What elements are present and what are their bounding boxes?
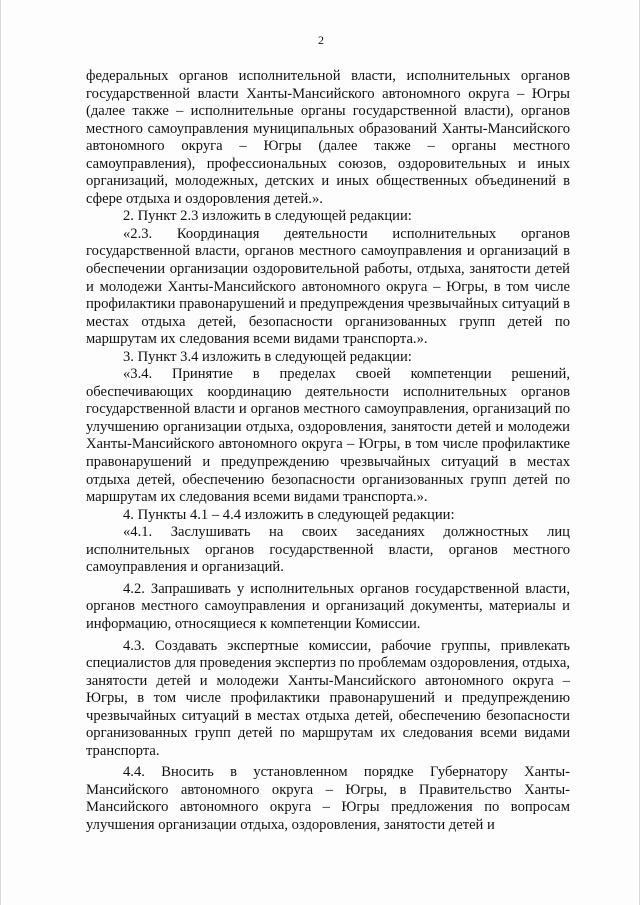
paragraph-clause-3-4: «3.4. Принятие в пределах своей компетенции решений, обеспечивающих координацию деятельности исполнительных органов государственной власти и органов местного самоуправления, организаций по улучшению организации отдыха, оздоровления, занятости детей и молодежи Ханты-Мансийского автономного округа – Югры, в том числе профилактике правонарушений и предупреждению чрезвычайных ситуаций в местах отдыха детей, обеспечению безопасности организованных групп детей по маршрутам их следования всеми видами транспорта.». xyxy=(86,366,570,506)
page-number: 2 xyxy=(318,33,324,47)
paragraph-clause-4-3: 4.3. Создавать экспертные комиссии, рабочие группы, привлекать специалистов для проведения экспертиз по проблемам оздоровления, отдыха, занятости детей и молодежи Ханты-Мансийского автономного округа – Югры, в том числе профилактики правонарушений и предупреждению чрезвычайных ситуаций в местах отдыха детей, обеспечению безопасности организованных групп детей по маршрутам их следования всеми видами транспорта. xyxy=(86,637,570,759)
paragraph-clause-4-4: 4.4. Вносить в установленном порядке Губернатору Ханты-Мансийского автономного округа – Югры, в Правительство Ханты-Мансийского автономного округа – Югры предложения по вопросам улучшения организации отдыха, оздоровления, занятости детей и xyxy=(86,764,570,833)
paragraph-clause-4-2: 4.2. Запрашивать у исполнительных органов государственной власти, органов местного самоуправления и организаций документы, материалы и информацию, относящиеся к компетенции Комиссии. xyxy=(86,580,570,632)
paragraph-continuation: федеральных органов исполнительной власти, исполнительных органов государственной власти Ханты-Мансийского автономного округа – Югры (далее также – исполнительные органы государственной власти), органов местного самоуправления муниципальных образований Ханты-Мансийского автономного округа – Югры (далее также – органы местного самоуправления), профессиональных союзов, оздоровительных и иных организаций, молодежных, детских и иных общественных объединений в сфере отдыха и оздоровления детей.». xyxy=(86,68,570,207)
paragraph-item-4: 4. Пункты 4.1 – 4.4 изложить в следующей редакции: xyxy=(123,506,455,523)
document-body xyxy=(86,68,570,835)
paragraph-clause-2-3: «2.3. Координация деятельности исполнительных органов государственной власти, органов местного самоуправления и организаций в обеспечении организации оздоровительной работы, отдыха, занятости детей и молодежи Ханты-Мансийского автономного округа – Югры, в том числе профилактики правонарушений и предупреждения чрезвычайных ситуаций в местах отдыха детей, безопасности организованных групп детей по маршрутам их следования всеми видами транспорта.». xyxy=(86,225,570,348)
paragraph-clause-4-1: «4.1. Заслушивать на своих заседаниях должностных лиц исполнительных органов государственной власти, органов местного самоуправления и организаций. xyxy=(86,524,570,576)
paragraph-item-2: 2. Пункт 2.3 изложить в следующей редакции: xyxy=(123,208,412,225)
paragraph-item-3: 3. Пункт 3.4 изложить в следующей редакции: xyxy=(123,348,412,365)
